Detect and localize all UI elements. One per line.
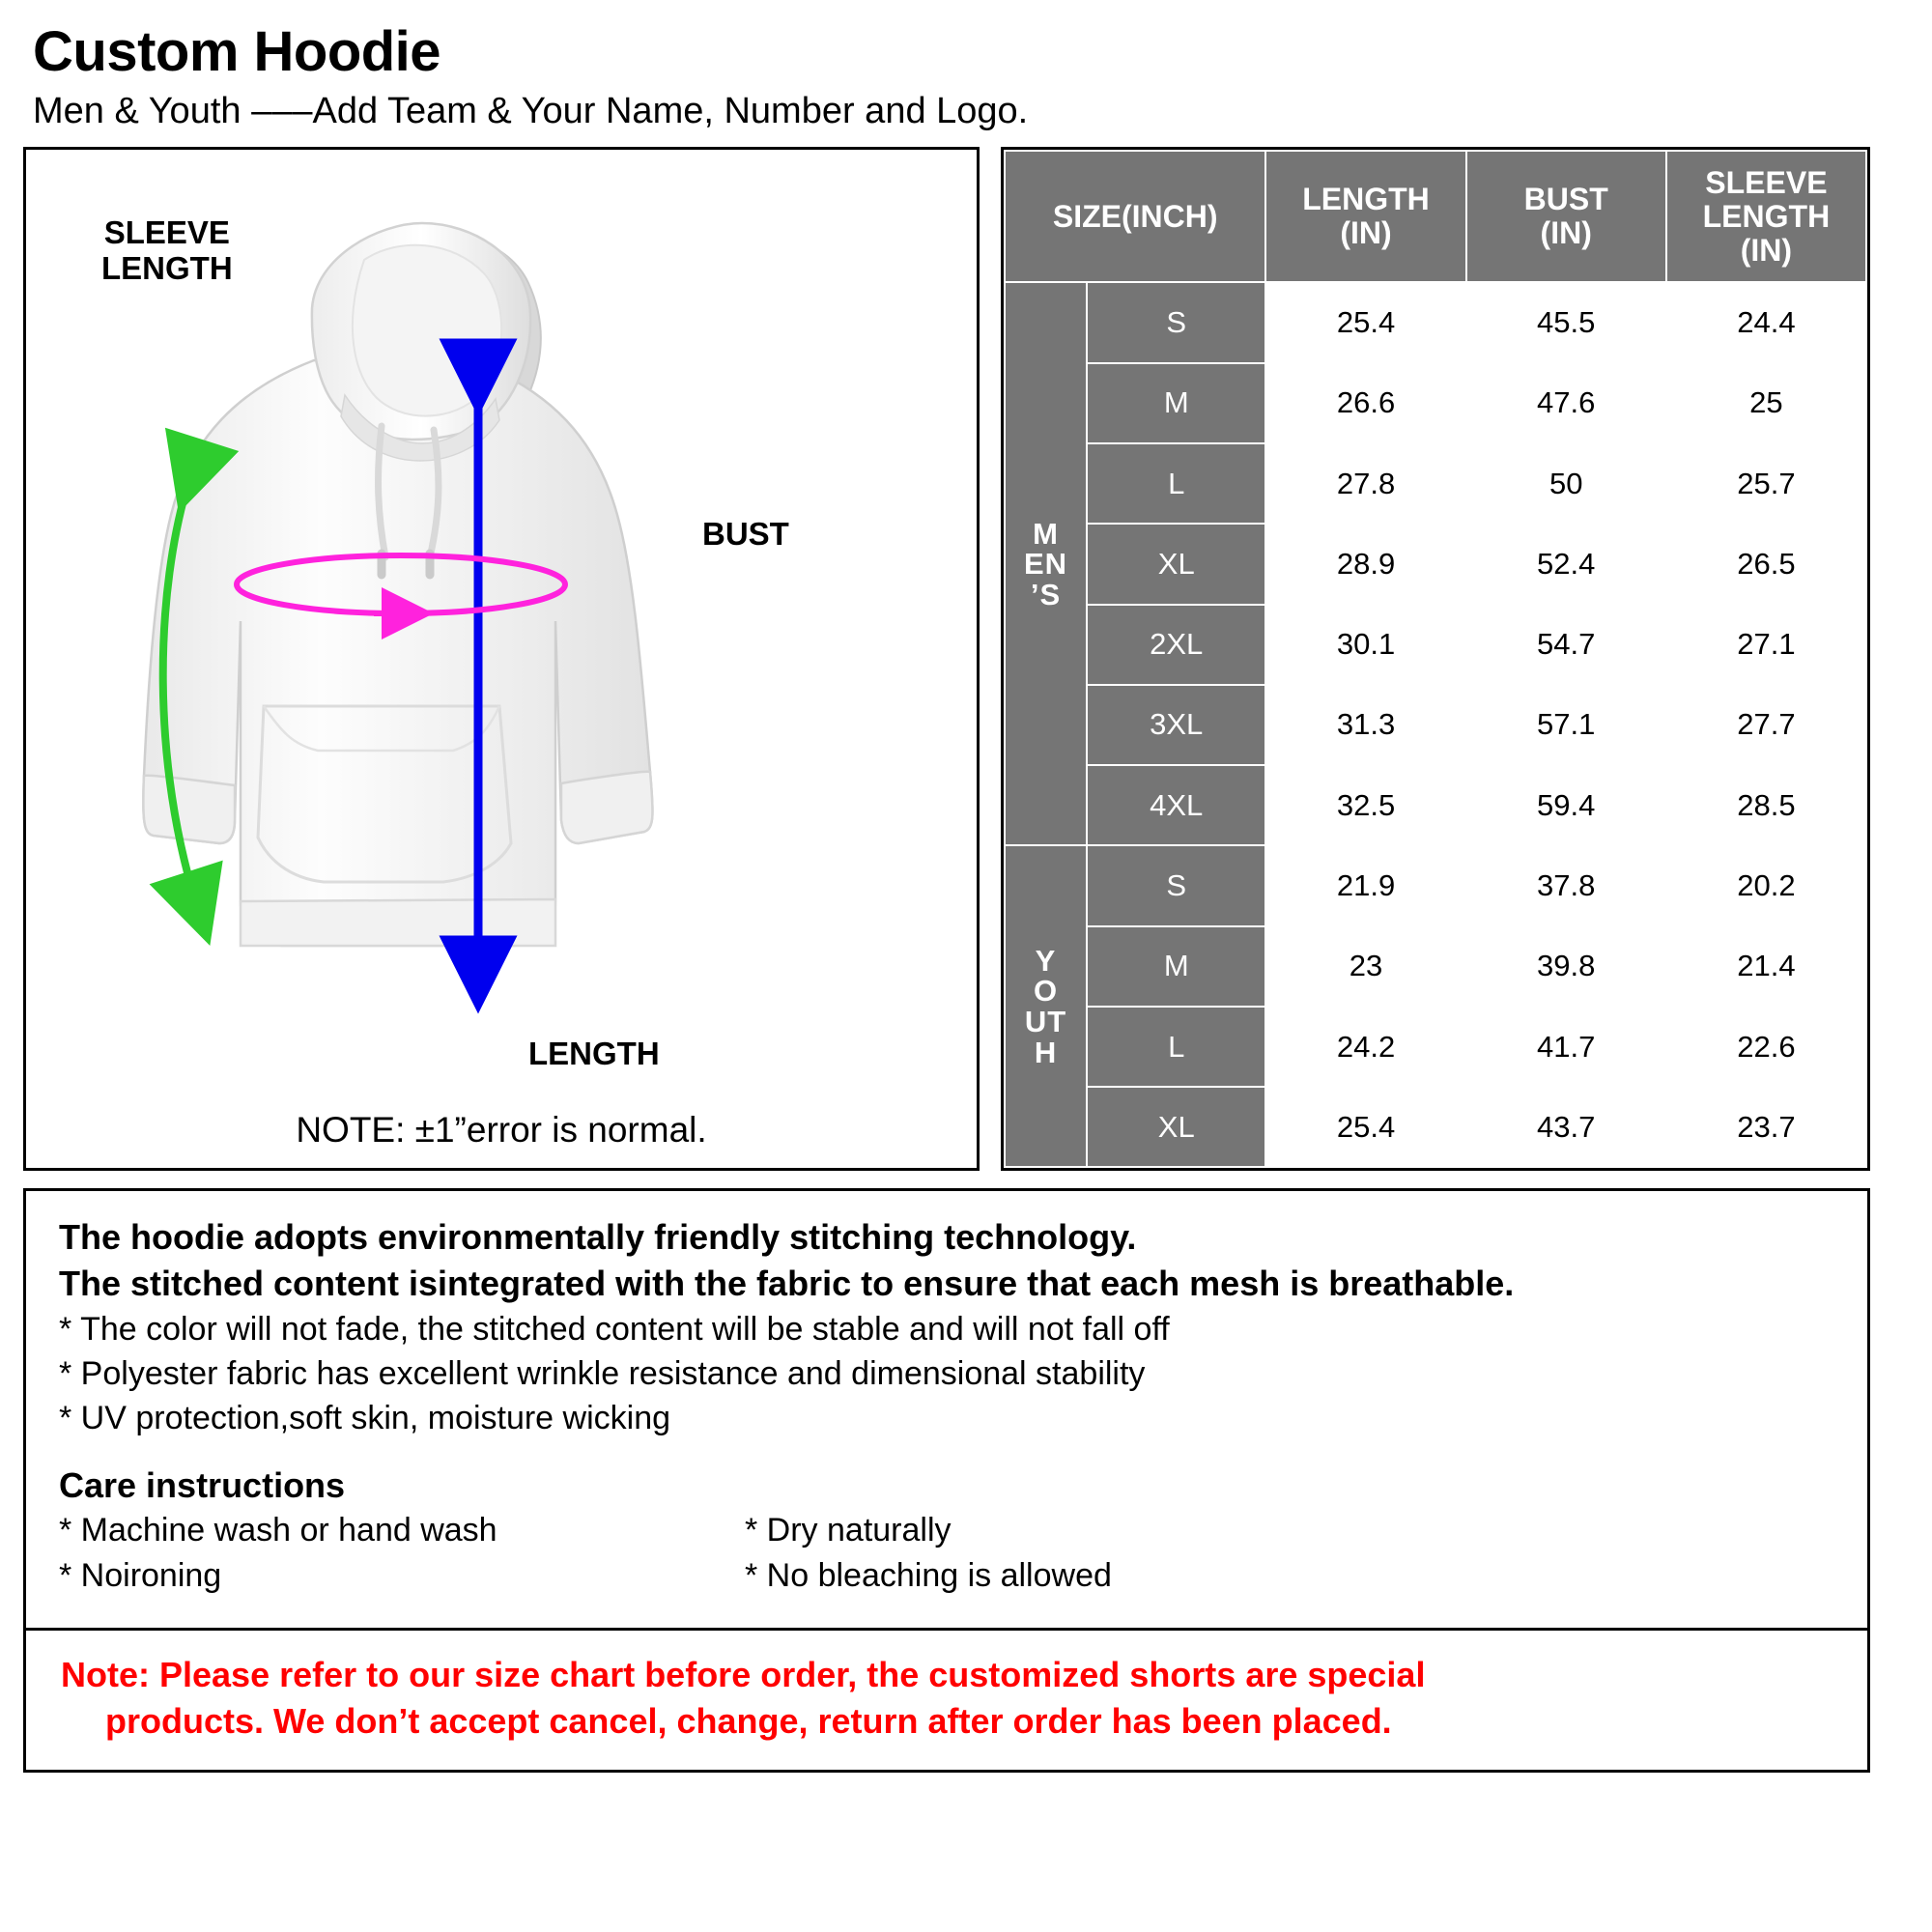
sleeve-cell: 22.6 xyxy=(1666,1007,1866,1087)
length-cell: 30.1 xyxy=(1265,605,1465,685)
length-cell: 24.2 xyxy=(1265,1007,1465,1087)
care-item: * Noironing xyxy=(59,1557,222,1595)
sleeve-cell: 20.2 xyxy=(1666,845,1866,925)
group-label-mens: MEN’S xyxy=(1005,282,1087,845)
size-cell: XL xyxy=(1087,524,1265,604)
size-cell: 2XL xyxy=(1087,605,1265,685)
bust-cell: 57.1 xyxy=(1466,685,1666,765)
bust-cell: 37.8 xyxy=(1466,845,1666,925)
bust-cell: 43.7 xyxy=(1466,1087,1666,1167)
length-cell: 26.6 xyxy=(1265,363,1465,443)
sleeve-length-label-line1: SLEEVE xyxy=(103,214,230,251)
info-bullet-3: * UV protection,soft skin, moisture wicking xyxy=(59,1399,671,1436)
length-label: LENGTH xyxy=(528,1036,660,1072)
length-cell: 25.4 xyxy=(1265,282,1465,362)
table-row xyxy=(1005,765,1866,845)
order-policy-line-1: Note: Please refer to our size chart before order, the customized shorts are special xyxy=(61,1655,1426,1695)
length-cell: 31.3 xyxy=(1265,685,1465,765)
sleeve-cell: 26.5 xyxy=(1666,524,1866,604)
length-cell: 32.5 xyxy=(1265,765,1465,845)
info-bullet-2: * Polyester fabric has excellent wrinkle resistance and dimensional stability xyxy=(59,1354,1146,1392)
length-cell: 28.9 xyxy=(1265,524,1465,604)
sleeve-cell: 25 xyxy=(1666,363,1866,443)
measure-note: NOTE: ±1”error is normal. xyxy=(296,1110,707,1151)
group-label-youth: YOUTH xyxy=(1005,845,1087,1167)
header-sleeve-line2: LENGTH xyxy=(1702,198,1831,234)
page-title: Custom Hoodie xyxy=(33,20,441,83)
table-row xyxy=(1005,363,1866,443)
size-cell: 3XL xyxy=(1087,685,1265,765)
length-cell: 21.9 xyxy=(1265,845,1465,925)
sleeve-cell: 24.4 xyxy=(1666,282,1866,362)
table-row xyxy=(1005,524,1866,604)
hoodie-diagram-panel xyxy=(23,147,980,1171)
care-item: * Dry naturally xyxy=(745,1512,952,1549)
care-instructions-grid xyxy=(59,1508,1834,1599)
header-bust-line1: BUST xyxy=(1523,182,1608,217)
order-policy-note xyxy=(61,1652,1833,1745)
size-cell: L xyxy=(1087,1007,1265,1087)
bust-cell: 47.6 xyxy=(1466,363,1666,443)
care-item: * No bleaching is allowed xyxy=(745,1557,1112,1595)
order-policy-panel xyxy=(23,1631,1870,1773)
sleeve-cell: 27.7 xyxy=(1666,685,1866,765)
header-length-line1: LENGTH xyxy=(1302,182,1430,217)
header-bust-line2: (IN) xyxy=(1540,215,1592,251)
bust-cell: 50 xyxy=(1466,443,1666,524)
header-length xyxy=(1265,151,1465,282)
sleeve-cell: 28.5 xyxy=(1666,765,1866,845)
sleeve-cell: 21.4 xyxy=(1666,926,1866,1007)
size-cell: XL xyxy=(1087,1087,1265,1167)
sleeve-cell: 25.7 xyxy=(1666,443,1866,524)
size-cell: L xyxy=(1087,443,1265,524)
sleeve-cell: 23.7 xyxy=(1666,1087,1866,1167)
header-size: SIZE(INCH) xyxy=(1005,151,1265,282)
info-strong-line-2: The stitched content isintegrated with the fabric to ensure that each mesh is breathable. xyxy=(59,1264,1515,1303)
top-section xyxy=(23,147,1909,1171)
size-table xyxy=(1004,150,1867,1168)
length-cell: 25.4 xyxy=(1265,1087,1465,1167)
table-row xyxy=(1005,282,1866,362)
size-table-panel xyxy=(1001,147,1870,1171)
bust-cell: 45.5 xyxy=(1466,282,1666,362)
bust-cell: 54.7 xyxy=(1466,605,1666,685)
page-subtitle: Men & Youth –––Add Team & Your Name, Number and Logo. xyxy=(33,90,1029,131)
bust-cell: 59.4 xyxy=(1466,765,1666,845)
sleeve-length-label-line2: LENGTH xyxy=(101,250,233,287)
size-cell: M xyxy=(1087,926,1265,1007)
size-cell: M xyxy=(1087,363,1265,443)
header-bust xyxy=(1466,151,1666,282)
length-cell: 27.8 xyxy=(1265,443,1465,524)
bust-cell: 52.4 xyxy=(1466,524,1666,604)
header-sleeve-length xyxy=(1666,151,1866,282)
size-cell: S xyxy=(1087,845,1265,925)
size-cell: S xyxy=(1087,282,1265,362)
sleeve-cell: 27.1 xyxy=(1666,605,1866,685)
order-policy-line-2: products. We don’t accept cancel, change, return after order has been placed. xyxy=(105,1700,1392,1741)
table-row xyxy=(1005,1007,1866,1087)
bust-label: BUST xyxy=(702,516,789,553)
bust-cell: 41.7 xyxy=(1466,1007,1666,1087)
table-row xyxy=(1005,605,1866,685)
table-row xyxy=(1005,685,1866,765)
length-cell: 23 xyxy=(1265,926,1465,1007)
header-sleeve-line1: SLEEVE xyxy=(1705,164,1828,200)
table-row xyxy=(1005,443,1866,524)
info-bullet-1: * The color will not fade, the stitched content will be stable and will not fall off xyxy=(59,1310,1170,1348)
sleeve-length-label xyxy=(101,215,233,287)
size-cell: 4XL xyxy=(1087,765,1265,845)
table-header-row xyxy=(1005,151,1866,282)
table-row xyxy=(1005,845,1866,925)
care-item: * Machine wash or hand wash xyxy=(59,1512,497,1549)
care-instructions-title: Care instructions xyxy=(59,1465,346,1506)
header-length-line2: (IN) xyxy=(1340,215,1392,251)
bust-cell: 39.8 xyxy=(1466,926,1666,1007)
header-sleeve-line3: (IN) xyxy=(1740,233,1793,269)
info-strong-line-1: The hoodie adopts environmentally friendly stitching technology. xyxy=(59,1217,1137,1258)
care-column-right xyxy=(745,1508,1112,1599)
hoodie-illustration xyxy=(74,167,924,1017)
table-row xyxy=(1005,1087,1866,1167)
product-info-panel xyxy=(23,1188,1870,1631)
table-row xyxy=(1005,926,1866,1007)
care-column-left xyxy=(59,1508,745,1599)
